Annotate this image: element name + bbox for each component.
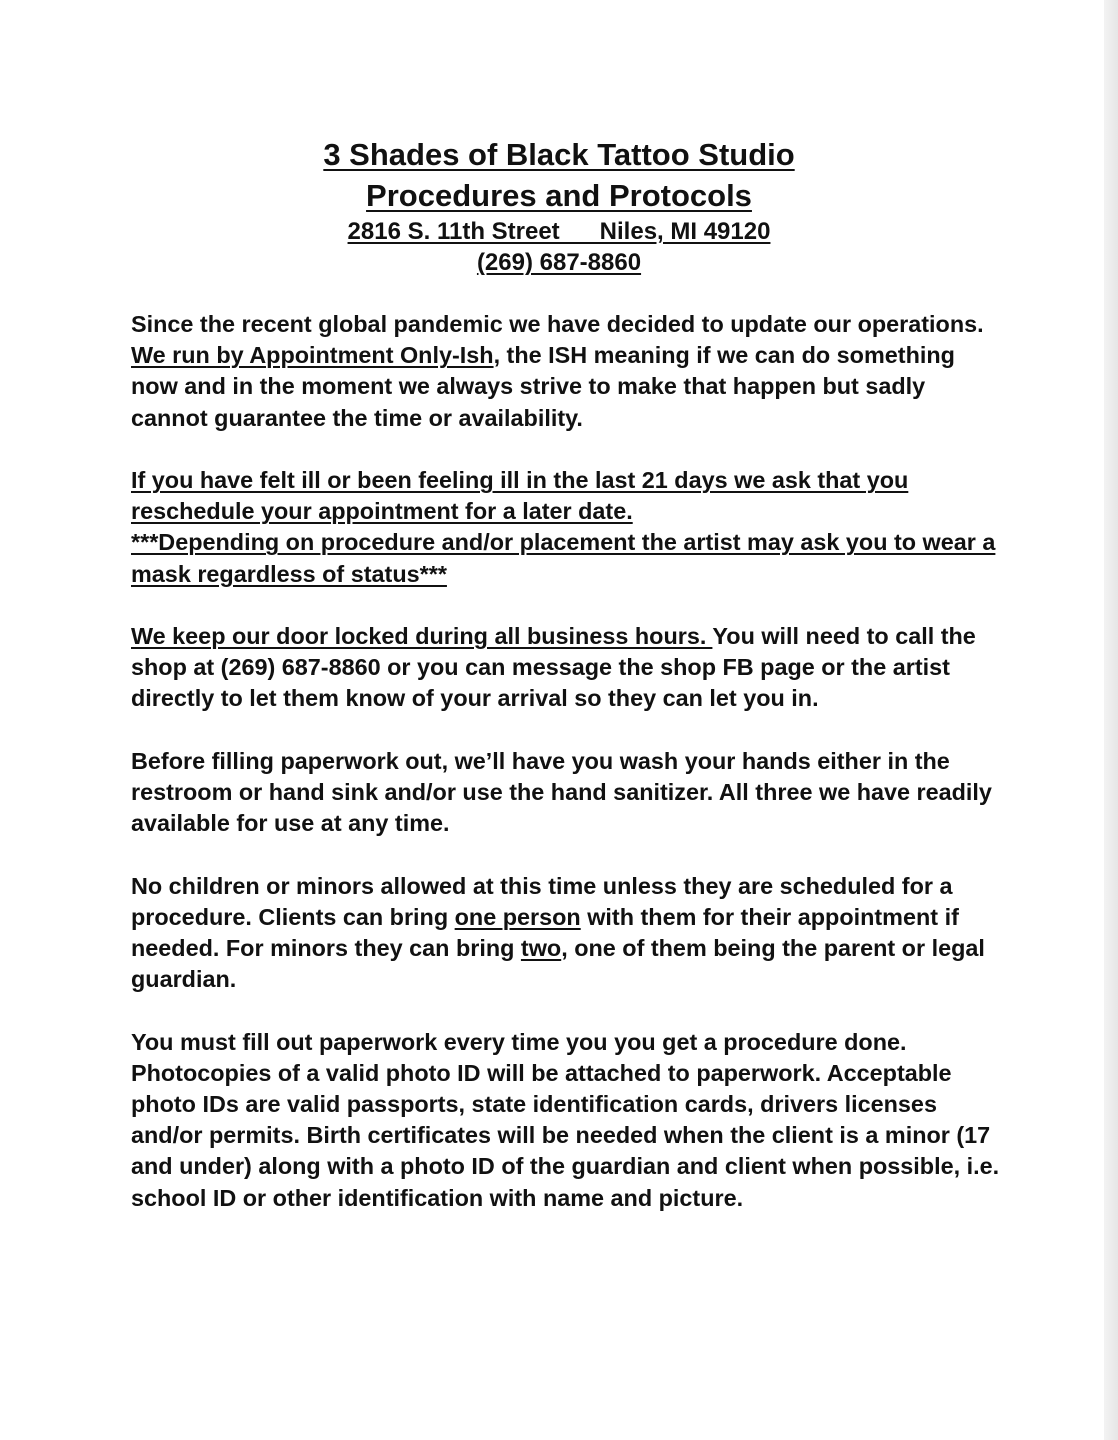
- operations-text-a: Since the recent global pandemic we have decided to update our operations.: [131, 311, 984, 337]
- studio-phone: (269) 687-8860: [476, 249, 642, 276]
- mask-notice: ***Depending on procedure and/or placement the artist may ask you to wear a mask regardless of status***: [131, 529, 996, 587]
- illness-notice: If you have felt ill or been feeling ill in the last 21 days we ask that you reschedule your appointment for a later date.: [131, 467, 909, 525]
- page-edge-shadow: [1104, 0, 1118, 1440]
- paragraph-minors: [131, 871, 1001, 996]
- minors-text-c: , one of them being the parent or legal guardian.: [131, 935, 985, 993]
- minors-text-a: No children or minors allowed at this time unless they are scheduled for a procedure. Clients can bring: [131, 872, 953, 930]
- operations-text-b: , the ISH meaning if we can do something now and in the moment we always strive to make that happen but sadly cannot guarantee the time or availability.: [131, 342, 955, 431]
- two-text: two: [520, 935, 562, 961]
- document-subtitle: Procedures and Protocols: [366, 178, 752, 213]
- document-header: [0, 134, 1118, 278]
- paragraph-door: [131, 621, 1001, 715]
- paragraph-operations: [131, 309, 1001, 434]
- door-locked-text: We keep our door locked during all business hours.: [131, 623, 713, 649]
- one-person-text: one person: [454, 903, 581, 930]
- paragraph-illness: [131, 465, 1001, 590]
- paragraph-paperwork: You must fill out paperwork every time you you get a procedure done. Photocopies of a valid photo ID will be attached to paperwork. Acceptable photo IDs are valid passports, state identification cards, drivers licenses and/or permits. Birth certificates will be needed when the client is a minor (17 and under) along with a photo ID of the guardian and client when possible, i.e. school ID or other identification with name and picture.: [131, 1028, 1000, 1211]
- door-instructions-text: You will need to call the shop at (269) 687-8860 or you can message the shop FB page or the artist directly to let them know of your arrival so they can let you in.: [131, 623, 976, 712]
- studio-address: 2816 S. 11th Street Niles, MI 49120: [347, 218, 771, 245]
- document-body: [131, 309, 1001, 1245]
- appointment-only-text: We run by Appointment Only-Ish: [131, 342, 494, 369]
- minors-text-b: with them for their appointment if needed. For minors they can bring: [131, 903, 959, 961]
- paragraph-handwashing: Before filling paperwork out, we’ll have you wash your hands either in the restroom or hand sink and/or use the hand sanitizer. All three we have readily available for use at any time.: [131, 747, 992, 837]
- studio-title: 3 Shades of Black Tattoo Studio: [323, 137, 795, 172]
